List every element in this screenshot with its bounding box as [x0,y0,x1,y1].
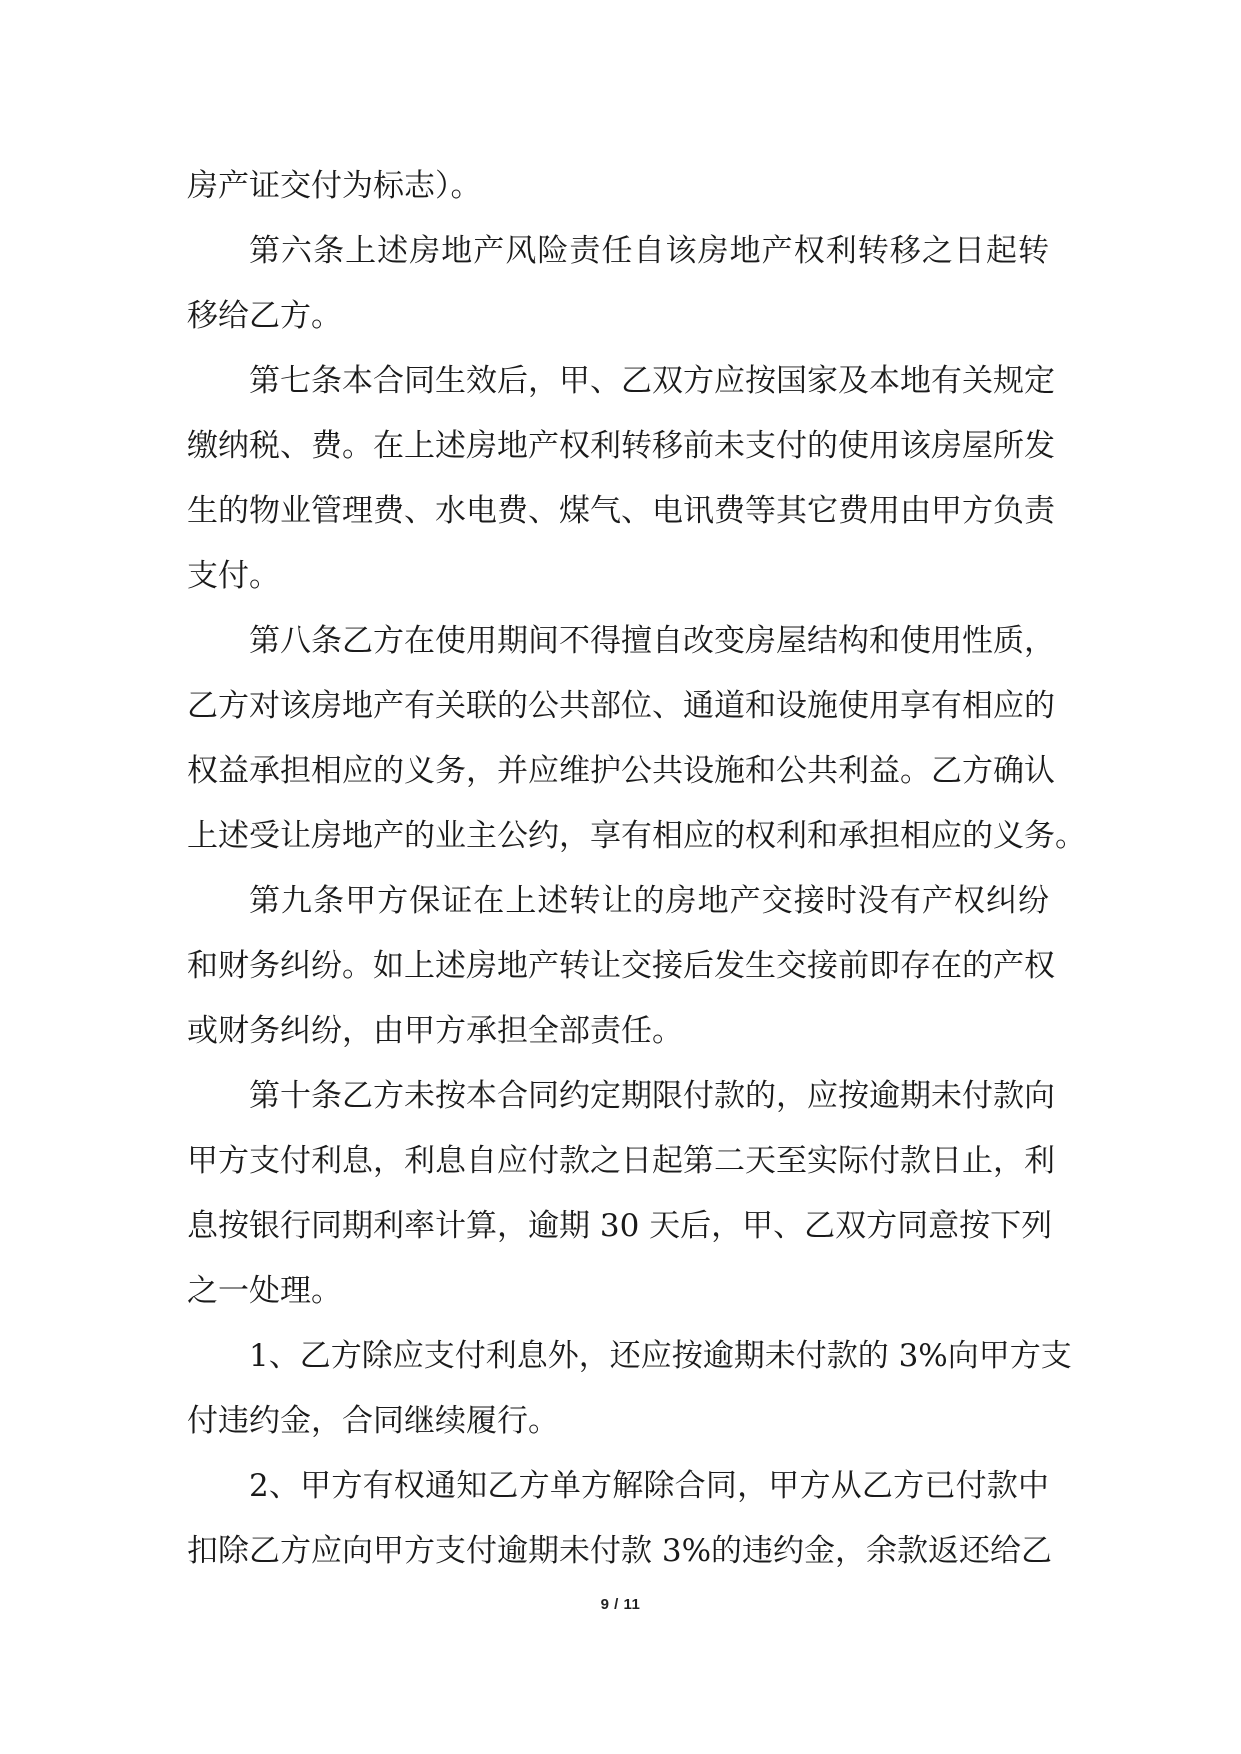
text-line: 扣除乙方应向甲方支付逾期未付款 3%的违约金，余款返还给乙 [187,1533,1053,1569]
text-line: 之一处理。 [187,1273,342,1309]
text-line: 1、乙方除应支付利息外，还应按逾期未付款的 3%向甲方支 [249,1338,1072,1374]
text-line: 第十条乙方未按本合同约定期限付款的，应按逾期未付款向 [249,1078,1055,1114]
text-line: 乙方对该房地产有关联的公共部位、通道和设施使用享有相应的 [187,688,1055,724]
text-line: 支付。 [187,558,280,594]
text-line: 和财务纠纷。如上述房地产转让交接后发生交接前即存在的产权 [187,948,1055,984]
text-line: 缴纳税、费。在上述房地产权利转移前未支付的使用该房屋所发 [187,428,1055,464]
text-line: 生的物业管理费、水电费、煤气、电讯费等其它费用由甲方负责 [187,493,1055,529]
text-line: 付违约金，合同继续履行。 [187,1403,559,1439]
text-line: 权益承担相应的义务，并应维护公共设施和公共利益。乙方确认 [187,753,1055,789]
text-line: 第八条乙方在使用期间不得擅自改变房屋结构和使用性质， [249,623,1055,659]
text-line: 甲方支付利息，利息自应付款之日起第二天至实际付款日止，利 [187,1143,1055,1179]
text-line: 第九条甲方保证在上述转让的房地产交接时没有产权纠纷 [249,883,1049,919]
page-number: 9 / 11 [600,1596,641,1613]
text-line: 房产证交付为标志）。 [187,168,482,204]
text-line: 第六条上述房地产风险责任自该房地产权利转移之日起转 [249,233,1049,269]
text-line: 2、甲方有权通知乙方单方解除合同，甲方从乙方已付款中 [249,1468,1049,1504]
text-line: 第七条本合同生效后，甲、乙双方应按国家及本地有关规定 [249,363,1055,399]
text-line: 息按银行同期利率计算，逾期 30 天后，甲、乙双方同意按下列 [187,1208,1053,1244]
text-line: 或财务纠纷，由甲方承担全部责任。 [187,1013,683,1049]
text-line: 移给乙方。 [187,298,342,334]
text-line: 上述受让房地产的业主公约，享有相应的权利和承担相应的义务。 [187,818,1086,854]
